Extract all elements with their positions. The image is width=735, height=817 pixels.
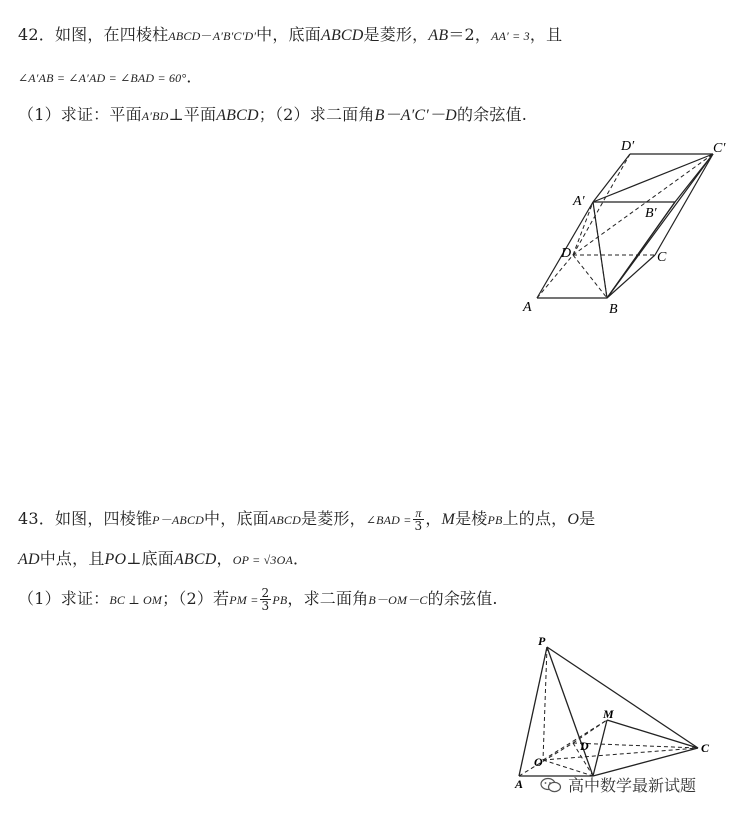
q43-text: 上的点， xyxy=(502,509,568,528)
q42-text: ，且 xyxy=(529,25,563,44)
q42-math: A′BD xyxy=(141,109,169,123)
q42-text: 的余弦值. xyxy=(456,105,528,124)
q43-text: （1）求证： xyxy=(18,589,110,608)
q42-line3 xyxy=(18,102,527,125)
q42-math: A′B′C′D′ xyxy=(212,29,257,43)
q43-text: 是 xyxy=(579,509,596,528)
label-A: A xyxy=(523,300,532,315)
q43-fraction-pi-3 xyxy=(413,507,425,532)
q42-text: － xyxy=(200,29,213,43)
q43-text: ；（2）若 xyxy=(162,589,230,608)
label-M: M xyxy=(603,707,614,721)
q42-math: ABCD xyxy=(320,27,364,44)
q42-figure xyxy=(515,135,730,320)
q43-math: O xyxy=(567,511,580,528)
q42-text: ． xyxy=(186,67,203,86)
q43-text: ． xyxy=(292,549,310,568)
label-C: C xyxy=(657,250,667,265)
fraction-denominator: 3 xyxy=(414,519,423,533)
label-A-prime: A′ xyxy=(573,194,585,209)
fraction-numerator: 2 xyxy=(261,586,270,600)
q42-text: ＝2， xyxy=(448,25,492,44)
label-C-prime: C′ xyxy=(713,141,726,156)
q43-math: B－OM－C xyxy=(368,593,428,607)
q43-math: ∠BAD = xyxy=(365,513,412,527)
q43-line1 xyxy=(18,506,595,532)
q43-math: ABCD xyxy=(173,551,217,568)
q42-line2 xyxy=(18,64,203,87)
q43-math: OP = √3OA xyxy=(232,553,293,567)
label-D: D xyxy=(580,739,589,753)
q42-math: ABCD xyxy=(168,29,201,43)
q43-text: 43．如图，四棱锥 xyxy=(18,509,153,528)
wechat-icon xyxy=(540,777,562,793)
q42-text: 中，底面 xyxy=(256,25,321,44)
q42-text: ；（2）求二面角 xyxy=(258,105,375,124)
q43-text: ， xyxy=(425,509,442,528)
q43-math: M xyxy=(441,511,456,528)
label-P: P xyxy=(538,634,546,648)
q43-line3 xyxy=(18,586,498,612)
q42-math: AB xyxy=(428,27,449,44)
q42-math: ABCD xyxy=(216,107,259,124)
watermark xyxy=(540,773,696,796)
q43-text: 是棱 xyxy=(455,509,488,528)
q43-math: PO xyxy=(104,551,127,568)
q43-text: 中，底面 xyxy=(204,509,269,528)
label-O: O xyxy=(534,755,543,769)
q43-math: ABCD xyxy=(268,513,301,527)
q43-math: PB xyxy=(487,513,503,527)
q43-math: PM = xyxy=(229,593,259,607)
label-D-prime: D′ xyxy=(621,139,635,154)
q43-text: 是菱形， xyxy=(301,509,366,528)
q42-text: 是菱形， xyxy=(363,25,429,44)
label-B-prime: B′ xyxy=(645,206,657,221)
q42-math: ∠A′AB = ∠A′AD = ∠BAD = 60° xyxy=(18,71,187,85)
q43-math: P－ABCD xyxy=(152,513,205,527)
q42-text: （1）求证：平面 xyxy=(18,105,142,124)
fraction-numerator: π xyxy=(413,507,425,520)
q42-text: ⊥平面 xyxy=(168,105,217,124)
q43-figure xyxy=(505,630,725,790)
label-D: D xyxy=(561,246,572,261)
q43-text: 的余弦值. xyxy=(427,589,498,608)
q43-math: BC ⊥ OM xyxy=(109,593,163,607)
q43-math: PB xyxy=(272,593,288,607)
label-A: A xyxy=(515,777,524,790)
label-B: B xyxy=(609,302,618,317)
q43-line2 xyxy=(18,546,309,569)
q42-math: AA′ = 3 xyxy=(491,29,530,43)
watermark-text: 高中数学最新试题 xyxy=(568,776,697,795)
q43-text: ， xyxy=(216,549,233,568)
q42-text: 42．如图，在四棱柱 xyxy=(18,25,169,44)
q43-text: ，求二面角 xyxy=(287,589,369,608)
q43-fraction-2-3 xyxy=(260,587,272,612)
q43-math: AD xyxy=(18,551,40,568)
q43-text: 中点，且 xyxy=(39,549,105,568)
label-C: C xyxy=(701,741,710,755)
fraction-denominator: 3 xyxy=(261,599,270,613)
q42-math: B－A′C′－D xyxy=(374,107,457,124)
q42-line1 xyxy=(18,22,562,45)
q43-text: ⊥底面 xyxy=(126,549,174,568)
